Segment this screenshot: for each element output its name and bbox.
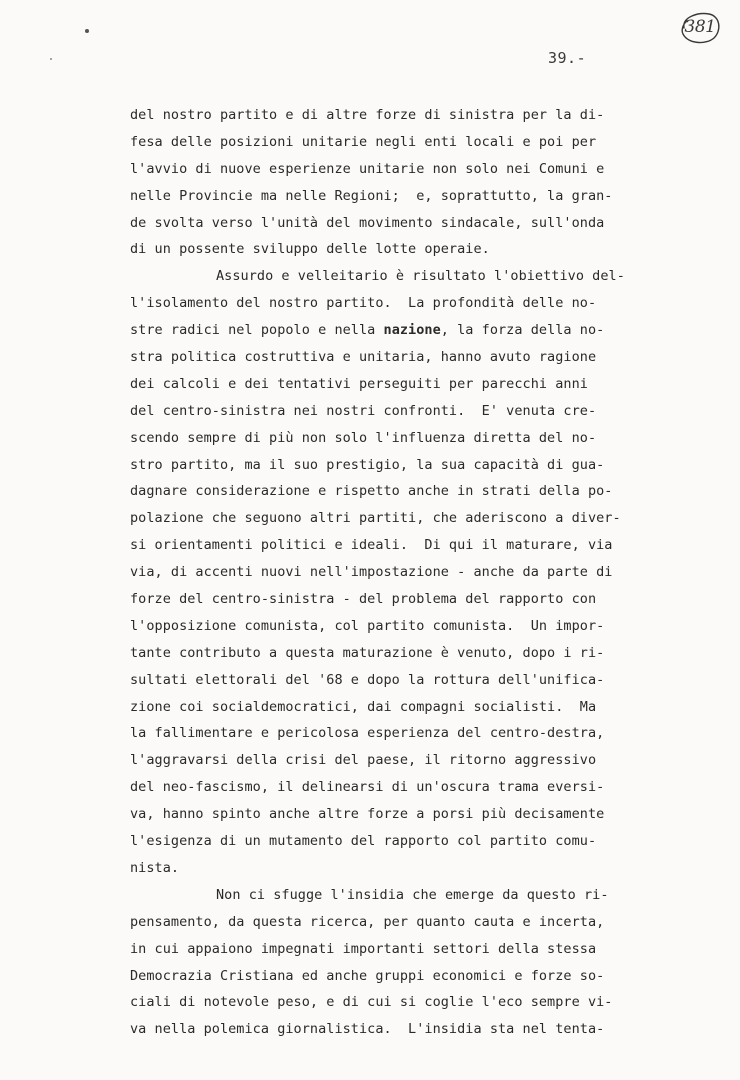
archive-number-stamp <box>678 10 722 46</box>
text-line: del nostro partito e di altre forze di sinistra per la di- <box>130 107 605 123</box>
text-line: l'esigenza di un mutamento del rapporto col partito comu- <box>130 833 597 850</box>
text-line: polazione che seguono altri partiti, che aderiscono a diver- <box>130 510 621 527</box>
text-line: zione coi socialdemocratici, dai compagni socialisti. Ma <box>130 698 597 715</box>
text-line: forze del centro-sinistra - del problema del rapporto con <box>130 591 597 608</box>
text-line: sultati elettorali del '68 e dopo la rottura dell'unifica- <box>130 671 605 688</box>
text-line: stro partito, ma il suo prestigio, la sua capacità di gua- <box>130 456 605 473</box>
text-line: nista. <box>130 859 180 876</box>
text-line: Assurdo e velleitario è risultato l'obiettivo del- <box>216 268 625 285</box>
text-line: va, hanno spinto anche altre forze a porsi più decisamente <box>130 806 605 823</box>
text-line: l'isolamento del nostro partito. La profondità delle no- <box>130 295 597 312</box>
text-line: tante contributo a questa maturazione è venuto, dopo i ri- <box>130 644 605 661</box>
text-segment: , la forza della no- <box>440 322 605 339</box>
text-line: de svolta verso l'unità del movimento sindacale, sull'onda <box>130 214 605 231</box>
text-line <box>130 317 650 344</box>
text-line: ciali di notevole peso, e di cui si coglie l'eco sempre vi- <box>130 994 613 1011</box>
text-line: la fallimentare e pericolosa esperienza del centro-destra, <box>130 725 605 742</box>
text-line: l'opposizione comunista, col partito comunista. Un impor- <box>130 617 605 634</box>
text-line: dei calcoli e dei tentativi perseguiti per parecchi anni <box>130 375 588 392</box>
text-line: nelle Provincie ma nelle Regioni; e, soprattutto, la gran- <box>130 187 613 204</box>
text-line: Democrazia Cristiana ed anche gruppi economici e forze so- <box>130 967 605 984</box>
text-line: pensamento, da questa ricerca, per quanto cauta e incerta, <box>130 913 605 930</box>
text-line: di un possente sviluppo delle lotte operaie. <box>130 241 490 258</box>
bold-word: nazione <box>383 322 441 339</box>
text-line: stra politica costruttiva e unitaria, hanno avuto ragione <box>130 349 597 366</box>
text-line: via, di accenti nuovi nell'impostazione - anche da parte di <box>130 564 613 581</box>
text-line: dagnare considerazione e rispetto anche in strati della po- <box>130 483 613 500</box>
text-line: del neo-fascismo, il delinearsi di un'oscura trama eversi- <box>130 779 605 796</box>
text-line: in cui appaiono impegnati importanti settori della stessa <box>130 940 597 957</box>
text-line: del centro-sinistra nei nostri confronti. E' venuta cre- <box>130 402 597 419</box>
text-segment: stre radici nel popolo e nella <box>130 322 384 339</box>
body-text <box>130 102 650 1043</box>
text-line: scendo sempre di più non solo l'influenza diretta del no- <box>130 429 597 446</box>
text-line: fesa delle posizioni unitarie negli enti locali e poi per <box>130 133 597 150</box>
text-line: va nella polemica giornalistica. L'insidia sta nel tenta- <box>130 1021 605 1038</box>
text-line: l'aggravarsi della crisi del paese, il ritorno aggressivo <box>130 752 597 769</box>
page-number: 39.- <box>548 49 587 67</box>
text-line: Non ci sfugge l'insidia che emerge da questo ri- <box>216 886 609 903</box>
ink-dot <box>85 29 89 33</box>
ink-speck <box>50 58 52 60</box>
text-line: l'avvio di nuove esperienze unitarie non solo nei Comuni e <box>130 160 605 177</box>
text-line: si orientamenti politici e ideali. Di qui il maturare, via <box>130 537 613 554</box>
archive-number: 381 <box>684 17 716 37</box>
